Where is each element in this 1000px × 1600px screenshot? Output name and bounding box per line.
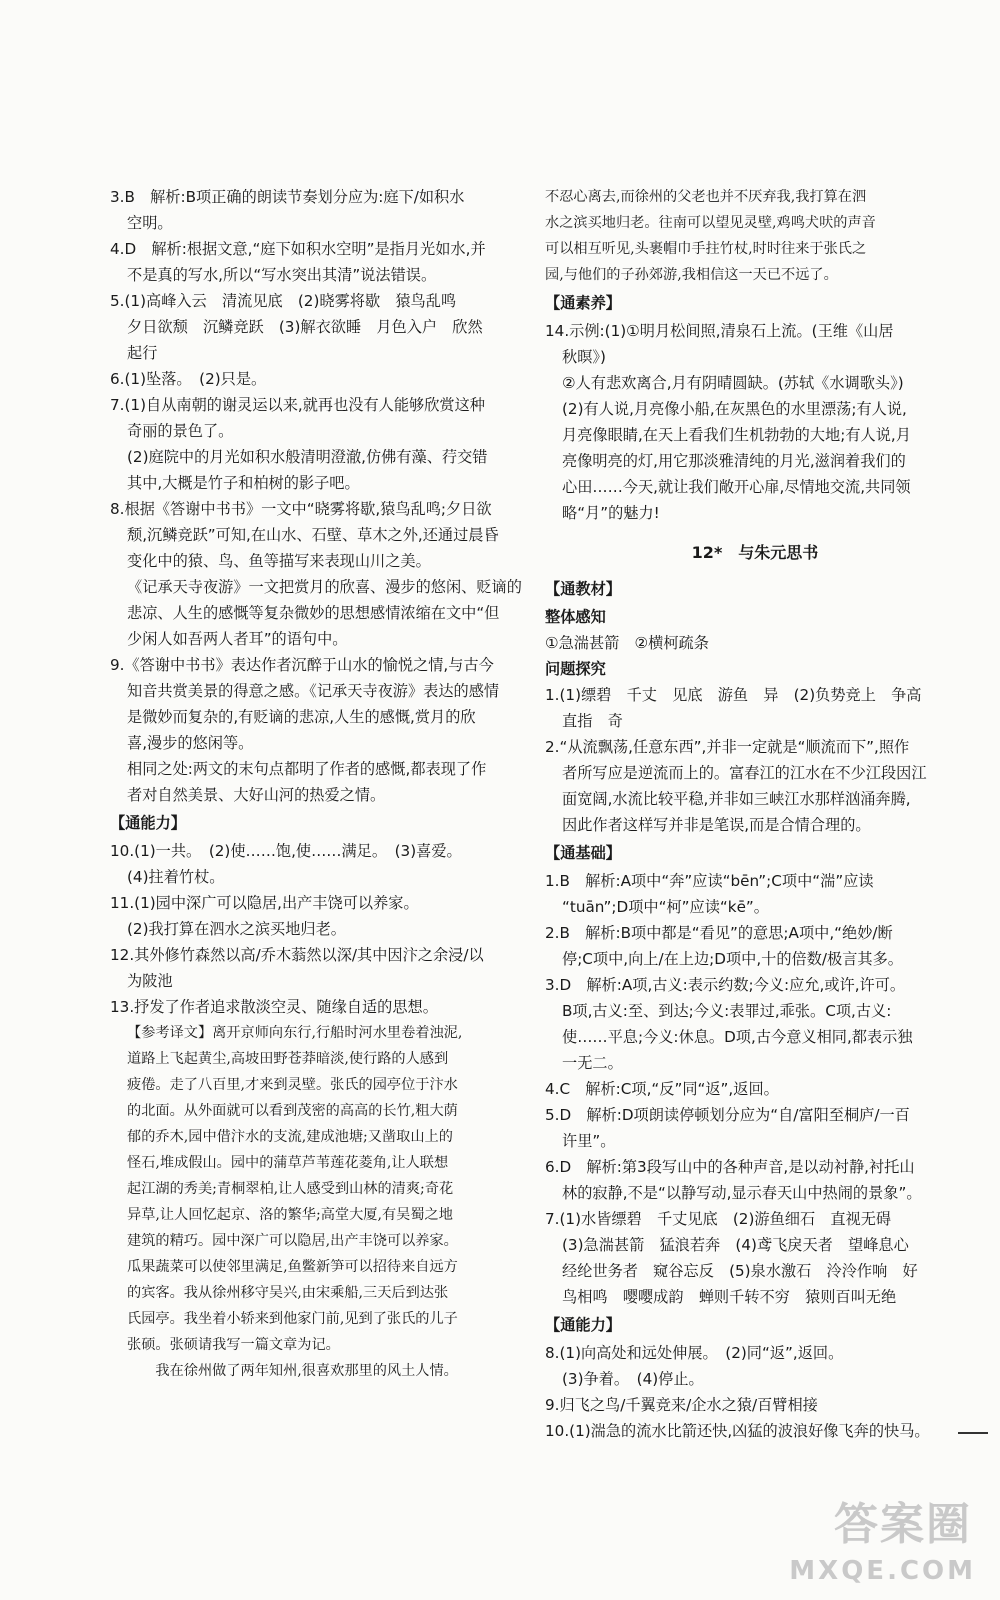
answer-line: 林的寂静,不是“以静写动,显示春天山中热闹的景象”。 bbox=[562, 1184, 922, 1202]
answer-line: 其中,大概是竹子和柏树的影子吧。 bbox=[127, 474, 360, 492]
answer-line: (4)拄着竹杖。 bbox=[127, 868, 225, 886]
answer-line: 夕日欲颓 沉鳞竞跃 (3)解衣欲睡 月色入户 欣然 bbox=[127, 318, 483, 336]
answer-line: (3)急湍甚箭 猛浪若奔 (4)鸢飞戾天者 望峰息心 bbox=[562, 1236, 909, 1254]
answer-line: 使……平息;今义:休息。D项,古今意义相同,都表示独 bbox=[562, 1028, 913, 1046]
answer-line: 水之滨买地归老。往南可以望见灵壁,鸡鸣犬吠的声音 bbox=[545, 215, 876, 231]
answer-line: 亮像明亮的灯,用它那淡雅清纯的月光,滋润着我们的 bbox=[562, 452, 906, 470]
answer-line: 7.(1)自从南朝的谢灵运以来,就再也没有人能够欣赏这种 bbox=[110, 396, 485, 414]
answer-line: 相同之处:两文的末句点都明了作者的感慨,都表现了作 bbox=[127, 760, 487, 778]
answer-line: 11.(1)园中深广可以隐居,出产丰饶可以养家。 bbox=[110, 894, 419, 912]
answer-line: 为陂池 bbox=[127, 972, 173, 990]
right-bottom-block bbox=[545, 576, 965, 1444]
subsection-heading: 整体感知 bbox=[545, 608, 606, 626]
subsection-heading: 问题探究 bbox=[545, 660, 606, 678]
answer-line: 许里”。 bbox=[562, 1132, 616, 1150]
answer-line: 建筑的精巧。园中深广可以隐居,出产丰饶可以养家。 bbox=[127, 1233, 458, 1249]
answer-line: 1.(1)缥碧 千丈 见底 游鱼 异 (2)负势竞上 争高 bbox=[545, 686, 922, 704]
answer-line: 心田……今天,就让我们敞开心扉,尽情地交流,共同领 bbox=[562, 478, 911, 496]
answer-line: 7.(1)水皆缥碧 千丈见底 (2)游鱼细石 直视无碍 bbox=[545, 1210, 892, 1228]
answer-line: 郁的乔木,园中借汴水的支流,建成池塘;又凿取山上的 bbox=[127, 1129, 453, 1145]
answer-line: 2.B 解析:B项中都是“看见”的意思;A项中,“绝妙/断 bbox=[545, 924, 893, 942]
answer-line: 略“月”的魅力! bbox=[562, 504, 660, 522]
section-heading: 【通基础】 bbox=[545, 844, 621, 862]
answer-line: (2)有人说,月亮像小船,在灰黑色的水里漂荡;有人说, bbox=[562, 400, 907, 418]
answer-line: 2.“从流飘荡,任意东西”,并非一定就是“顺流而下”,照作 bbox=[545, 738, 910, 756]
answer-line: ①急湍甚箭 ②横柯疏条 bbox=[545, 634, 709, 652]
answer-line: 是微妙而复杂的,有贬谪的悲凉,人生的感慨,赏月的欣 bbox=[127, 708, 476, 726]
answer-line: 少闲人如吾两人者耳”的语句中。 bbox=[127, 630, 348, 648]
answer-line: 因此作者这样写并非是笔误,而是合情合理的。 bbox=[562, 816, 871, 834]
answer-line: 1.B 解析:A项中“奔”应读“bēn”;C项中“湍”应读 bbox=[545, 872, 874, 890]
answer-line: 鸟相鸣 嘤嘤成韵 蝉则千转不穷 猿则百叫无绝 bbox=[562, 1288, 897, 1306]
answer-line: 8.根据《答谢中书书》一文中“晓雾将歇,猿鸟乱鸣;夕日欲 bbox=[110, 500, 492, 518]
left-column bbox=[110, 184, 526, 1384]
section-heading: 【通教材】 bbox=[545, 580, 621, 598]
answer-line: 者所写应是逆流而上的。富春江的江水在不少江段因江 bbox=[562, 764, 927, 782]
watermark-url: MXQE.COM bbox=[789, 1556, 976, 1586]
answer-line: 瓜果蔬菜可以使邻里满足,鱼鳖新笋可以招待来自远方 bbox=[127, 1259, 458, 1275]
answer-line: 4.D 解析:根据文意,“庭下如积水空明”是指月光如水,并 bbox=[110, 240, 486, 258]
answer-line: (2)庭院中的月光如积水般清明澄澈,仿佛有藻、荇交错 bbox=[127, 448, 488, 466]
answer-line: 者对自然美景、大好山河的热爱之情。 bbox=[127, 786, 386, 804]
answer-line: 可以相互听见,头裹帽巾手拄竹杖,时时往来于张氏之 bbox=[545, 241, 867, 257]
answer-line: 氏园亭。我坐着小轿来到他家门前,见到了张氏的儿子 bbox=[127, 1311, 458, 1327]
answer-line: 疲倦。走了八百里,才来到灵壁。张氏的园亭位于汴水 bbox=[127, 1077, 458, 1093]
answer-line: 10.(1)一共。 (2)使……饱,使……满足。 (3)喜爱。 bbox=[110, 842, 462, 860]
answer-line: 5.D 解析:D项朗读停顿划分应为“自/富阳至桐庐/一百 bbox=[545, 1106, 910, 1124]
answer-line: 停;C项中,向上/在上边;D项中,十的倍数/极言其多。 bbox=[562, 950, 903, 968]
section-heading: 【通能力】 bbox=[545, 1316, 621, 1334]
right-top-block bbox=[545, 184, 965, 526]
answer-line: 9.《答谢中书书》表达作者沉醉于山水的愉悦之情,与古今 bbox=[110, 656, 494, 674]
answer-line: 3.B 解析:B项正确的朗读节奏划分应为:庭下/如积水 bbox=[110, 188, 465, 206]
watermark-logo-text: 答案圈 bbox=[834, 1499, 972, 1550]
answer-line: 颓,沉鳞竞跃”可知,在山水、石壁、草木之外,还通过晨昏 bbox=[127, 526, 499, 544]
answer-line: 10.(1)湍急的流水比箭还快,凶猛的波浪好像飞奔的快马。 bbox=[545, 1422, 930, 1440]
answer-line: 秋暝》) bbox=[562, 348, 606, 366]
answer-line: 6.(1)坠落。 (2)只是。 bbox=[110, 370, 267, 388]
answer-line: 8.(1)向高处和远处伸展。 (2)同“返”,返回。 bbox=[545, 1344, 844, 1362]
answer-line: 不忍心离去,而徐州的父老也并不厌弃我,我打算在泗 bbox=[545, 189, 867, 205]
answer-line: 一无二。 bbox=[562, 1054, 623, 1072]
section-heading: 【通素养】 bbox=[545, 294, 621, 312]
answer-line: 悲凉、人生的感慨等复杂微妙的思想感情浓缩在文中“但 bbox=[127, 604, 500, 622]
page-edge-mark bbox=[958, 1432, 988, 1434]
answer-line: 我在徐州做了两年知州,很喜欢那里的风土人情。 bbox=[127, 1363, 458, 1379]
answer-line: (2)我打算在泗水之滨买地归老。 bbox=[127, 920, 346, 938]
answer-line: 道路上飞起黄尘,高坡田野苍莽暗淡,使行路的人感到 bbox=[127, 1051, 449, 1067]
answer-line: 不是真的写水,所以“写水突出其清”说法错误。 bbox=[127, 266, 437, 284]
answer-line: 3.D 解析:A项,古义:表示约数;今义:应允,或许,许可。 bbox=[545, 976, 906, 994]
answer-line: 知音共赏美景的得意之感。《记承天寺夜游》表达的感情 bbox=[127, 682, 500, 700]
answer-line: 的宾客。我从徐州移守吴兴,由宋乘船,三天后到达张 bbox=[127, 1285, 449, 1301]
answer-line: 异草,让人回忆起京、洛的繁华;高堂大厦,有吴蜀之地 bbox=[127, 1207, 453, 1223]
answer-line: 奇丽的景色了。 bbox=[127, 422, 234, 440]
answer-line: 经纶世务者 窥谷忘反 (5)泉水激石 泠泠作响 好 bbox=[562, 1262, 918, 1280]
answer-line: 12.其外修竹森然以高/乔木蓊然以深/其中因汴之余浸/以 bbox=[110, 946, 484, 964]
answer-line: 变化中的猿、鸟、鱼等描写来表现山川之美。 bbox=[127, 552, 431, 570]
answer-line: 面宽阔,水流比较平稳,并非如三峡江水那样汹涌奔腾, bbox=[562, 790, 911, 808]
answer-line: 起江湖的秀美;青桐翠柏,让人感受到山林的清爽;奇花 bbox=[127, 1181, 454, 1197]
answer-line: 张硕。张硕请我写一篇文章为记。 bbox=[127, 1337, 340, 1353]
right-column bbox=[545, 184, 965, 1444]
answer-line: 园,与他们的子孙郊游,我相信这一天已不远了。 bbox=[545, 267, 838, 283]
answer-line: 空明。 bbox=[127, 214, 173, 232]
answer-line: 13.抒发了作者追求散淡空灵、随缘自适的思想。 bbox=[110, 998, 438, 1016]
answer-line: 【参考译文】离开京师向东行,行船时河水里卷着浊泥, bbox=[127, 1025, 463, 1041]
answer-line: 9.归飞之鸟/千翼竞来/企水之猿/百臂相接 bbox=[545, 1396, 818, 1414]
answer-line: 直指 奇 bbox=[562, 712, 623, 730]
answer-line: 怪石,堆成假山。园中的蒲草芦苇莲花菱角,让人联想 bbox=[127, 1155, 449, 1171]
answer-line: 5.(1)高峰入云 清流见底 (2)晓雾将歇 猿鸟乱鸣 bbox=[110, 292, 457, 310]
answer-line: 14.示例:(1)①明月松间照,清泉石上流。(王维《山居 bbox=[545, 322, 894, 340]
answer-line: 6.D 解析:第3段写山中的各种声音,是以动衬静,衬托山 bbox=[545, 1158, 915, 1176]
answer-line: 的北面。从外面就可以看到茂密的高高的长竹,粗大荫 bbox=[127, 1103, 458, 1119]
answer-line: 4.C 解析:C项,“反”同“返”,返回。 bbox=[545, 1080, 779, 1098]
answer-line: 起行 bbox=[127, 344, 158, 362]
answer-line: 喜,漫步的悠闲等。 bbox=[127, 734, 254, 752]
answer-line: (3)争着。 (4)停止。 bbox=[562, 1370, 704, 1388]
answer-line: ②人有悲欢离合,月有阴晴圆缺。(苏轼《水调歌头》) bbox=[562, 374, 904, 392]
section-heading: 【通能力】 bbox=[110, 814, 186, 832]
answer-line: “tuān”;D项中“柯”应读“kē”。 bbox=[562, 898, 769, 916]
answer-line: 月亮像眼睛,在天上看我们生机勃勃的大地;有人说,月 bbox=[562, 426, 911, 444]
answer-line: B项,古义:至、到达;今义:表罪过,乖张。C项,古义: bbox=[562, 1002, 892, 1020]
lesson-title: 12* 与朱元思书 bbox=[691, 543, 819, 562]
answer-line: 《记承天寺夜游》一文把赏月的欣喜、漫步的悠闲、贬谪的 bbox=[127, 578, 522, 596]
